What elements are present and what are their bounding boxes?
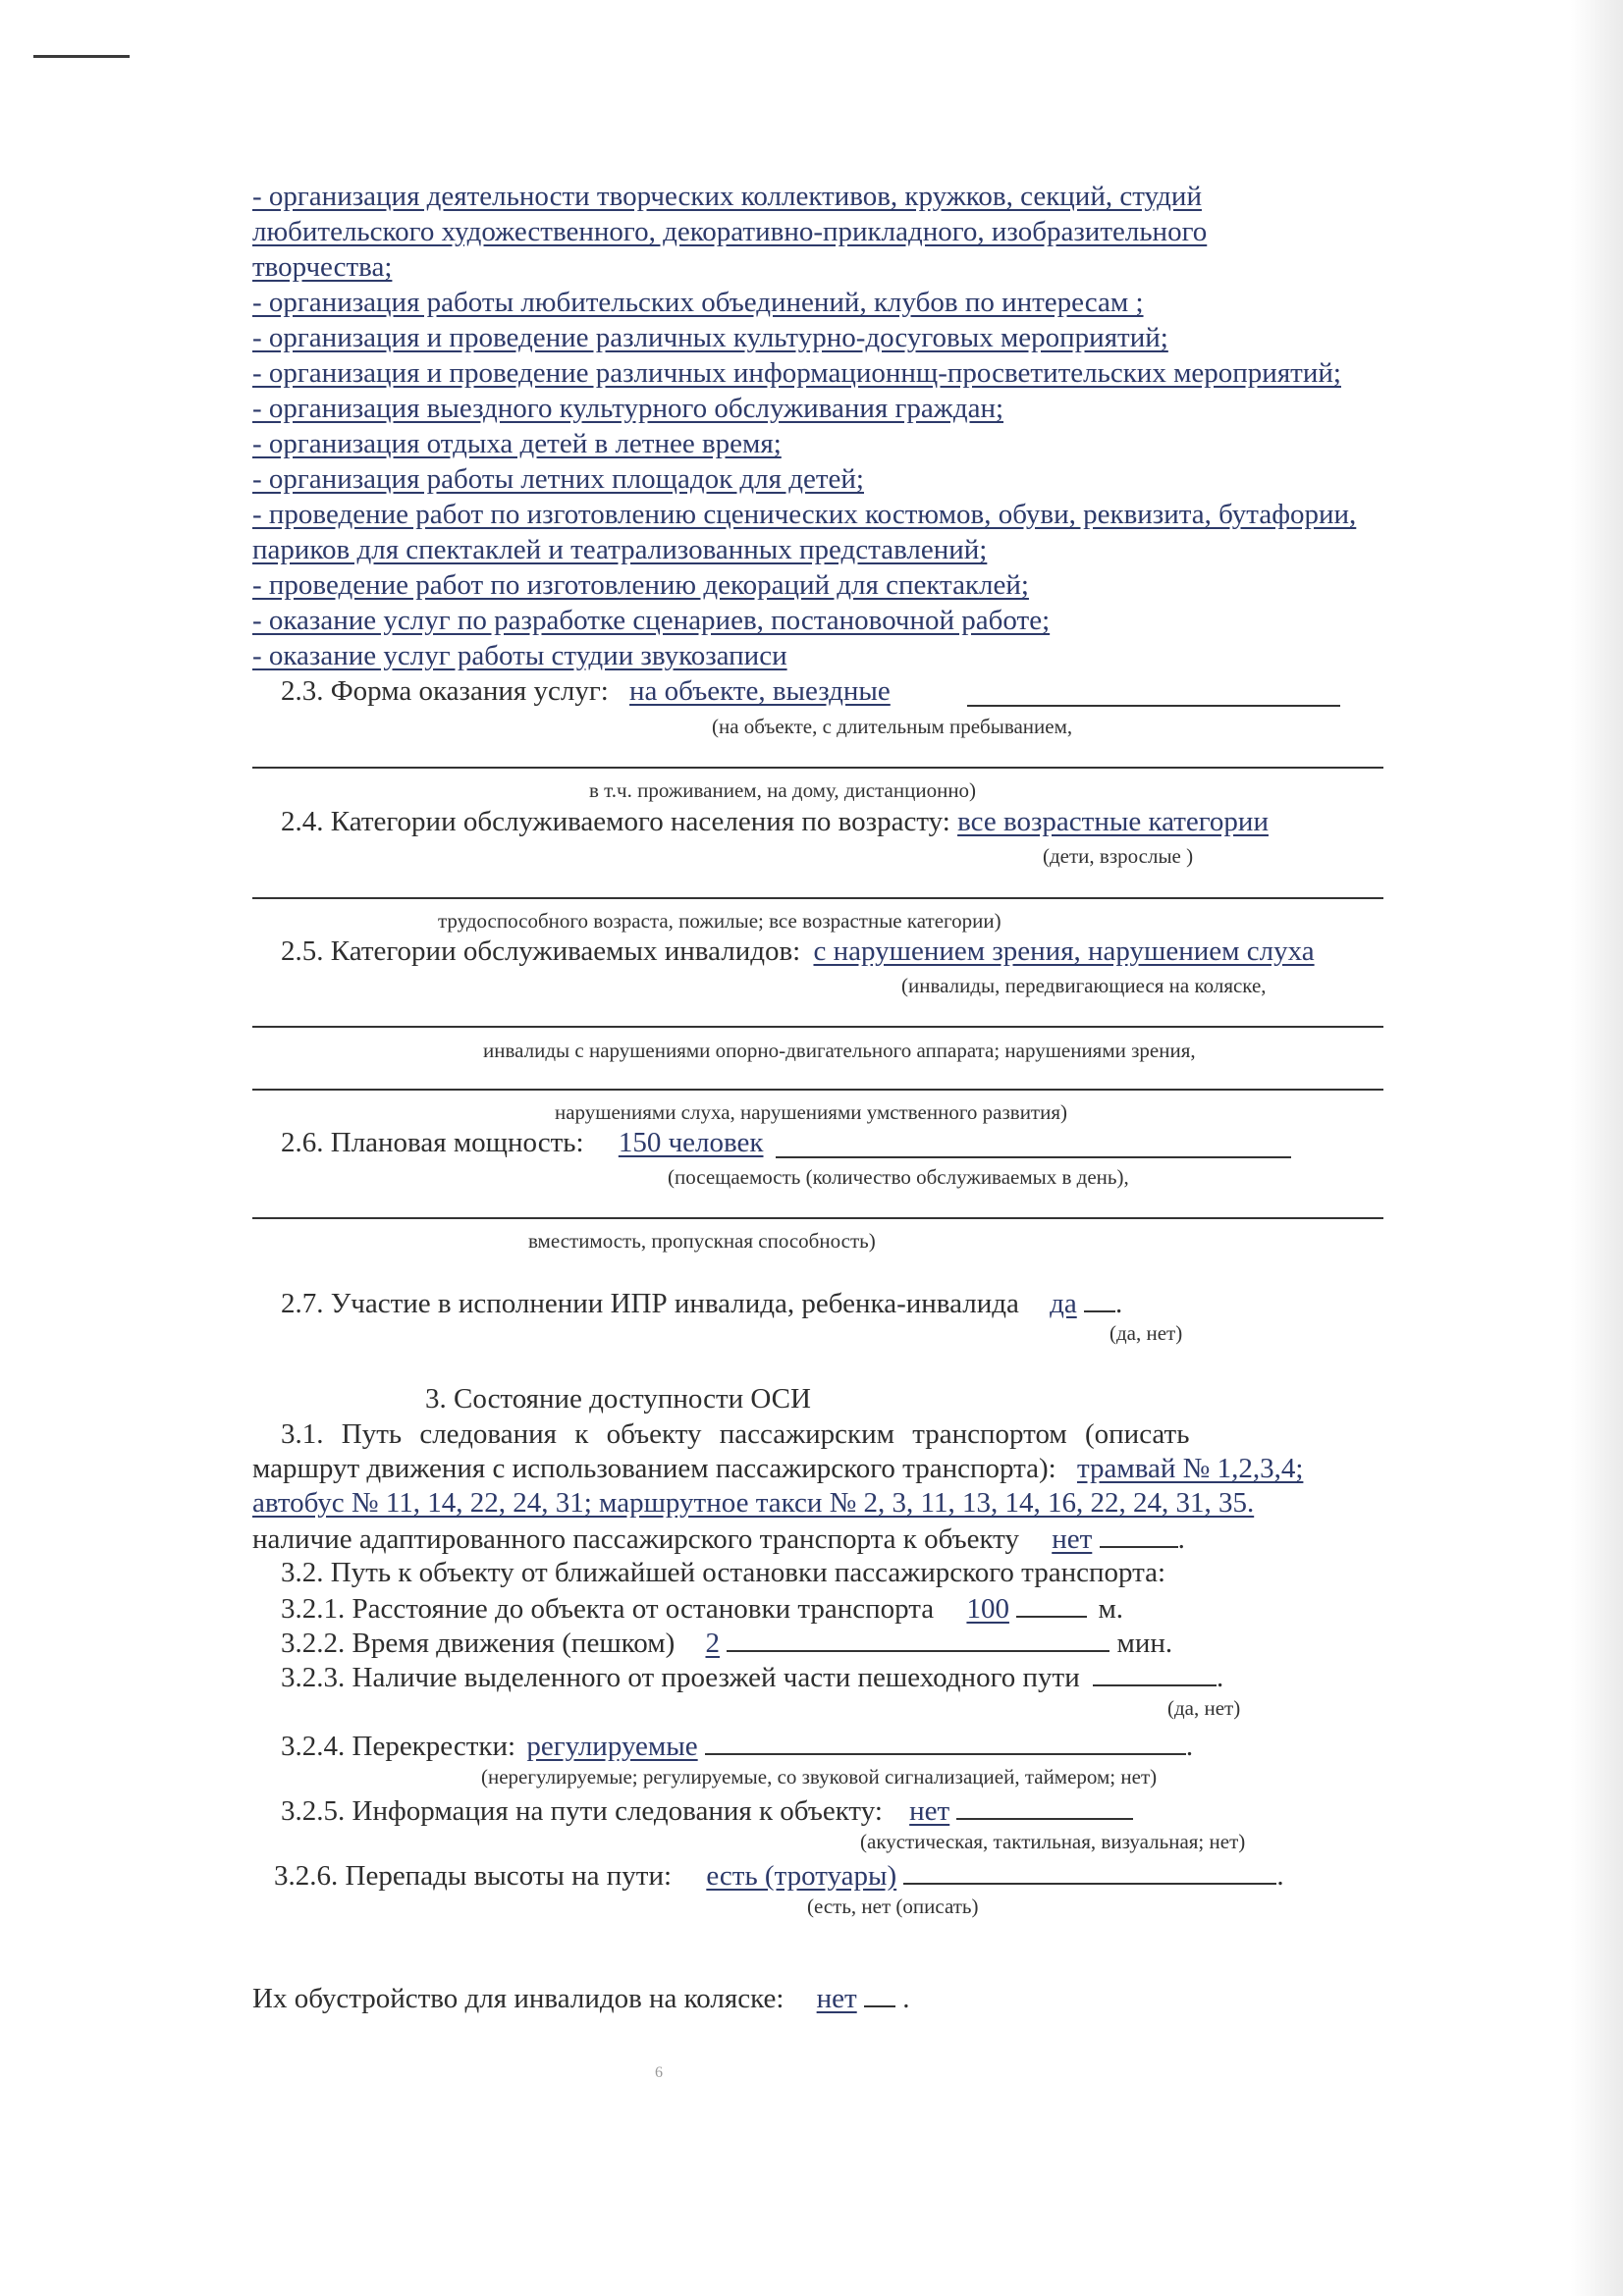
height-diff-row: 3.2.6. Перепады высоты на пути: есть (тротуары) . [274, 1857, 1284, 1893]
disability-categories-blank-2 [252, 1089, 1383, 1091]
age-categories-row [281, 805, 1269, 838]
wheelchair-blank [864, 1980, 895, 2007]
service-form-label: 2.3. Форма оказания услуг: [281, 675, 609, 707]
time-blank [727, 1625, 1109, 1652]
adapted-transport-row: наличие адаптированного пассажирского транспорта к объекту нет . [252, 1521, 1185, 1556]
activities-list [252, 179, 1450, 673]
pedestrian-path-blank [1093, 1659, 1217, 1686]
disability-categories-caption-2: инвалиды с нарушениями опорно-двигательного аппарата; нарушениями зрения, [483, 1039, 1196, 1062]
info-value: нет [909, 1795, 950, 1827]
info-row [281, 1792, 1133, 1828]
service-form-blank-2 [252, 767, 1383, 769]
service-form-row [281, 674, 891, 708]
age-categories-label: 2.4. Категории обслуживаемого населения по возрасту: [281, 806, 950, 837]
pedestrian-path-row: 3.2.3. Наличие выделенного от проезжей части пешеходного пути . [281, 1659, 1223, 1694]
wheelchair-row: Их обустройство для инвалидов на коляске: нет . [252, 1980, 909, 2015]
crossings-label: 3.2.4. Перекрестки: [281, 1731, 516, 1762]
disability-categories-blank [252, 1026, 1383, 1028]
height-diff-caption: (есть, нет (описать) [807, 1895, 979, 1918]
pedestrian-path-label: 3.2.3. Наличие выделенного от проезжей части пешеходного пути [281, 1662, 1080, 1693]
time-unit: мин. [1116, 1628, 1173, 1659]
activity-line: - организация деятельности творческих коллективов, кружков, секций, студий [252, 181, 1202, 212]
info-caption: (акустическая, тактильная, визуальная; нет) [860, 1830, 1246, 1853]
disability-categories-caption-3: нарушениями слуха, нарушениями умственного развития) [555, 1100, 1067, 1124]
adapted-transport-blank [1100, 1521, 1178, 1548]
route-line-2 [252, 1452, 1303, 1485]
service-form-caption-2: в т.ч. проживанием, на дому, дистанционно) [589, 778, 977, 802]
route-line-1: 3.1. Путь следования к объекту пассажирским транспортом (описать [281, 1418, 1190, 1450]
activity-line: - организация отдыха детей в летнее время; [252, 428, 782, 459]
ipr-row [281, 1285, 1122, 1320]
capacity-value: 150 человек [618, 1127, 764, 1158]
distance-blank [1016, 1590, 1087, 1618]
height-diff-blank [903, 1857, 1276, 1885]
activity-line: париков для спектаклей и театрализованных представлений; [252, 534, 988, 565]
capacity-caption-2: вместимость, пропускная способность) [528, 1229, 876, 1253]
activity-line: творчества; [252, 251, 393, 283]
crossings-row: 3.2.4. Перекрестки: регулируемые . [281, 1728, 1193, 1763]
age-categories-value: все возрастные категории [957, 806, 1269, 837]
activity-line: - оказание услуг по разработке сценариев, постановочной работе; [252, 605, 1051, 636]
ipr-value: да [1050, 1288, 1077, 1319]
route-bus-value: автобус № 11, 14, 22, 24, 31; маршрутное такси № 2, 3, 11, 13, 14, 16, 22, 24, 31, 35. [252, 1487, 1255, 1519]
height-diff-value: есть (тротуары) [706, 1860, 897, 1892]
disability-categories-value: с нарушением зрения, нарушением слуха [813, 935, 1315, 967]
ipr-blank [1084, 1285, 1115, 1312]
route-line-3 [252, 1486, 1254, 1520]
age-categories-blank [252, 897, 1383, 899]
adapted-transport-value: нет [1052, 1523, 1093, 1555]
wheelchair-value: нет [816, 1983, 857, 2014]
crossings-value: регулируемые [526, 1731, 698, 1762]
crossings-caption: (нерегулируемые; регулируемые, со звуковой сигнализацией, таймером; нет) [481, 1765, 1158, 1789]
activity-line: - организация работы летних площадок для детей; [252, 463, 864, 495]
capacity-label: 2.6. Плановая мощность: [281, 1127, 584, 1158]
disability-categories-label: 2.5. Категории обслуживаемых инвалидов: [281, 935, 801, 967]
crossings-blank [705, 1728, 1186, 1755]
capacity-caption: (посещаемость (количество обслуживаемых в день), [668, 1165, 1129, 1189]
age-categories-caption-2: трудоспособного возраста, пожилые; все возрастные категории) [438, 909, 1001, 933]
activity-line: - проведение работ по изготовлению декораций для спектаклей; [252, 569, 1029, 601]
section-heading: 3. Состояние доступности ОСИ [425, 1383, 811, 1415]
ipr-end: . [1114, 1288, 1123, 1319]
age-categories-caption: (дети, взрослые ) [1043, 844, 1194, 868]
disability-categories-row [281, 934, 1315, 968]
activity-line: - организация и проведение различных информационнщ-просветительских мероприятий; [252, 357, 1341, 389]
height-diff-label: 3.2.6. Перепады высоты на пути: [274, 1860, 673, 1892]
distance-row [281, 1590, 1123, 1626]
ipr-caption: (да, нет) [1109, 1321, 1183, 1345]
pedestrian-path-caption: (да, нет) [1167, 1696, 1241, 1720]
time-value: 2 [705, 1628, 720, 1659]
capacity-blank [776, 1156, 1291, 1158]
info-label: 3.2.5. Информация на пути следования к объекту: [281, 1795, 883, 1827]
scan-corner-mark [33, 55, 130, 58]
service-form-blank [967, 705, 1340, 707]
activity-line: - организация выездного культурного обслуживания граждан; [252, 393, 1004, 424]
distance-label: 3.2.1. Расстояние до объекта от остановки транспорта [281, 1593, 935, 1625]
activity-line: - организация и проведение различных культурно-досуговых мероприятий; [252, 322, 1168, 353]
route-line-2-text: маршрут движения с использованием пассажирского транспорта): [252, 1453, 1056, 1484]
distance-value: 100 [966, 1593, 1009, 1625]
service-form-value: на объекте, выездные [629, 675, 891, 707]
wheelchair-label: Их обустройство для инвалидов на коляске: [252, 1983, 784, 2014]
activity-line: - организация работы любительских объединений, клубов по интересам ; [252, 287, 1144, 318]
scan-edge-shadow [1571, 0, 1623, 2296]
distance-unit: м. [1098, 1593, 1124, 1625]
adapted-transport-label: наличие адаптированного пассажирского транспорта к объекту [252, 1523, 1019, 1555]
time-row [281, 1625, 1172, 1660]
path-heading: 3.2. Путь к объекту от ближайшей остановки пассажирского транспорта: [281, 1557, 1166, 1588]
page-number: 6 [655, 2064, 663, 2081]
activity-line: любительского художественного, декоративно-прикладного, изобразительного [252, 216, 1208, 247]
info-blank [956, 1792, 1133, 1820]
activity-line: - оказание услуг работы студии звукозаписи [252, 640, 787, 671]
route-tram-value: трамвай № 1,2,3,4; [1076, 1453, 1304, 1484]
disability-categories-caption: (инвалиды, передвигающиеся на коляске, [901, 974, 1267, 997]
capacity-row [281, 1126, 764, 1159]
activity-line: - проведение работ по изготовлению сценических костюмов, обуви, реквизита, бутафории, [252, 499, 1357, 530]
ipr-label: 2.7. Участие в исполнении ИПР инвалида, ребенка-инвалида [281, 1288, 1019, 1319]
service-form-caption: (на объекте, с длительным пребыванием, [712, 715, 1073, 738]
capacity-blank-2 [252, 1217, 1383, 1219]
time-label: 3.2.2. Время движения (пешком) [281, 1628, 676, 1659]
